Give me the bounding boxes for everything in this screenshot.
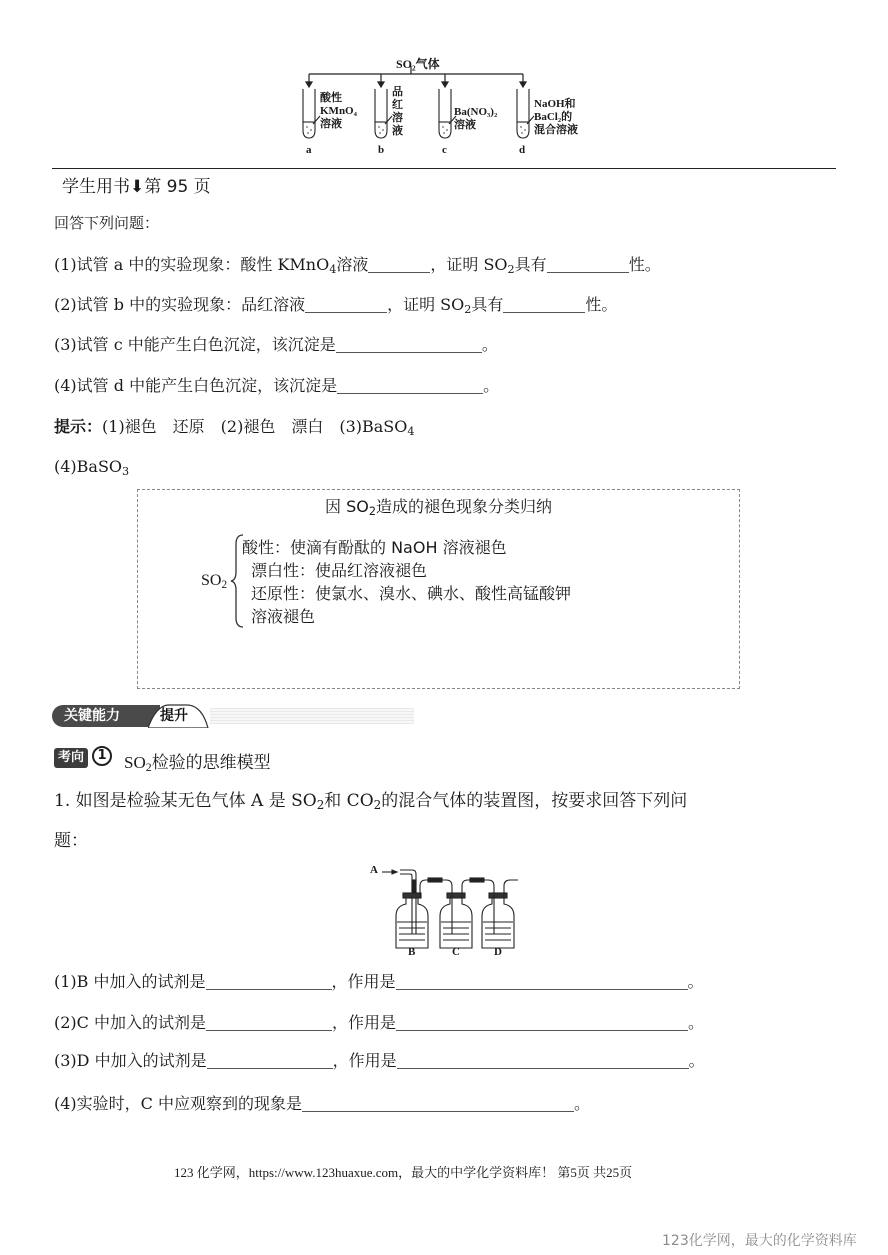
tube-d-label-line: NaOH和 — [534, 98, 576, 110]
answer-blank[interactable] — [305, 294, 387, 313]
problem-1-line-2: 题： — [54, 831, 88, 851]
tube-c-label-line: 溶液 — [454, 119, 476, 131]
question-text: 。 — [688, 1013, 705, 1032]
inlet-label: A — [370, 864, 378, 876]
subscript: 2 — [507, 262, 515, 276]
subscript: 2 — [221, 578, 228, 591]
tube-c-label — [454, 106, 497, 132]
banner-dark-label: 关键能力 — [52, 705, 160, 727]
test-tube-diagram — [296, 52, 596, 160]
question-text: (3)D 中加入的试剂是 — [54, 1051, 207, 1070]
answer-blank[interactable] — [302, 1093, 574, 1112]
question-d — [54, 1050, 705, 1072]
subscript: 4 — [407, 424, 415, 438]
problem-text: 和 CO — [324, 791, 374, 811]
question-text: ，证明 SO — [387, 295, 465, 314]
subscript: 2 — [373, 797, 382, 812]
subscript: 3 — [122, 464, 130, 478]
question-text: (3)试管 c 中能产生白色沉淀，该沉淀是 — [54, 335, 336, 354]
kaoxiang-badge: 考向 — [54, 748, 88, 768]
question-text: 。 — [483, 376, 500, 395]
gas-washing-bottle-diagram — [368, 862, 518, 958]
question-text: 具有 — [471, 295, 504, 314]
kaoxiang-title — [124, 748, 271, 773]
question-2 — [54, 294, 617, 316]
book-page-reference: 学生用书⬇第 95 页 — [62, 177, 211, 197]
tube-c-label-line: Ba(NO₃)₂ — [454, 106, 498, 118]
answer-blank[interactable] — [368, 254, 430, 273]
gas-label: SO₂气体 — [396, 57, 440, 71]
question-text: (1)B 中加入的试剂是 — [54, 972, 206, 991]
question-text: 性。 — [585, 295, 618, 314]
page-footer: 123 化学网，https://www.123huaxue.com，最大的中学化学资料库！ 第5页 共25页 — [174, 1165, 633, 1180]
banner-light-label: 提升 — [160, 708, 188, 724]
question-4 — [54, 375, 499, 397]
question-text: (1)试管 a 中的实验现象：酸性 KMnO — [54, 255, 330, 274]
tube-b-label-line: 溶 — [392, 112, 403, 124]
question-1 — [54, 254, 661, 276]
problem-text: 1. 如图是检验某无色气体 A 是 SO — [54, 791, 317, 811]
subscript: 2 — [145, 759, 152, 774]
question-text: (2)试管 b 中的实验现象：品红溶液 — [54, 295, 306, 314]
answer-blank[interactable] — [207, 1050, 333, 1069]
summary-title — [138, 494, 739, 517]
question-text: ，作用是 — [331, 972, 396, 991]
question-text: (2)C 中加入的试剂是 — [54, 1013, 206, 1032]
kaoxiang-title-text: 检验的思维模型 — [151, 753, 271, 773]
question-text: ，作用是 — [332, 1051, 397, 1070]
hint-text: (4)BaSO — [54, 457, 123, 476]
tube-a-label — [320, 92, 357, 131]
hint-text: (1)褪色 还原 (2)褪色 漂白 (3)BaSO — [102, 417, 408, 436]
subscript: 2 — [464, 302, 472, 316]
tube-a-label-line: KMnO₄ — [320, 105, 357, 117]
tube-d-label-line: 混合溶液 — [534, 124, 578, 136]
answer-blank[interactable] — [396, 1012, 688, 1031]
answer-blank[interactable] — [337, 375, 483, 394]
tube-c-letter: c — [442, 144, 447, 156]
tube-b-letter: b — [378, 144, 385, 156]
tube-b-label — [392, 86, 403, 138]
question-text: 。 — [688, 1051, 705, 1070]
summary-title-text: 因 SO — [325, 497, 369, 516]
hint-line-2 — [54, 456, 129, 478]
bottle-c-label: C — [452, 946, 460, 958]
kaoxiang-number: 1 — [92, 746, 112, 766]
problem-text: 的混合气体的装置图，按要求回答下列问 — [381, 791, 688, 811]
question-text: 。 — [481, 335, 498, 354]
hint-line-1 — [54, 416, 415, 438]
summary-item-acidic: 酸性：使滴有酚酞的 NaOH 溶液褪色 — [242, 538, 507, 557]
answer-blank[interactable] — [396, 971, 688, 990]
question-text: 性。 — [628, 255, 661, 274]
summary-item-reducing: 还原性：使氯水、溴水、碘水、酸性高锰酸钾 — [251, 584, 572, 603]
intro-text: 回答下列问题： — [54, 214, 160, 232]
tube-d-label — [534, 98, 578, 137]
subscript: 4 — [329, 262, 337, 276]
question-text: ，证明 SO — [430, 255, 508, 274]
question-text: 。 — [574, 1094, 591, 1113]
question-b — [54, 971, 704, 993]
bottle-b-label: B — [408, 946, 416, 958]
answer-blank[interactable] — [397, 1050, 689, 1069]
divider-line — [52, 168, 836, 169]
tube-a-letter: a — [306, 144, 312, 156]
answer-blank[interactable] — [206, 971, 332, 990]
problem-1-line-1 — [54, 790, 687, 812]
subscript: 2 — [316, 797, 325, 812]
bottle-apparatus-drawing — [368, 862, 518, 958]
question-c — [54, 1012, 704, 1034]
tube-a-label-line: 酸性 — [320, 92, 342, 104]
answer-blank[interactable] — [336, 334, 482, 353]
bottle-d-label: D — [494, 946, 502, 958]
question-3 — [54, 334, 498, 356]
summary-subject — [201, 572, 227, 590]
tube-b-label-line: 品 — [392, 86, 403, 98]
watermark: 123化学网，最大的化学资料库 — [662, 1233, 857, 1249]
question-text: ，作用是 — [332, 1013, 397, 1032]
answer-blank[interactable] — [503, 294, 585, 313]
banner-stripes — [210, 708, 414, 724]
hint-title: 提示： — [54, 417, 103, 436]
question-text: (4)试管 d 中能产生白色沉淀，该沉淀是 — [54, 376, 338, 395]
summary-item-bleaching: 漂白性：使品红溶液褪色 — [251, 561, 428, 580]
tube-b-label-line: 红 — [392, 99, 403, 111]
tube-d-letter: d — [519, 144, 526, 156]
question-text: 具有 — [514, 255, 547, 274]
summary-subject-text: SO — [201, 572, 222, 589]
tube-b-label-line: 液 — [392, 125, 403, 137]
tube-d-label-line: BaCl₂的 — [534, 111, 573, 123]
tube-a-label-line: 溶液 — [320, 118, 342, 130]
summary-item-reducing-cont: 溶液褪色 — [251, 607, 316, 626]
key-ability-banner — [52, 704, 414, 728]
summary-box — [137, 489, 740, 689]
question-text: (4)实验时，C 中应观察到的现象是 — [54, 1094, 302, 1113]
kaoxiang-title-text: SO — [124, 753, 146, 772]
question-text: 。 — [687, 972, 704, 991]
summary-title-text: 造成的褪色现象分类归纳 — [375, 497, 552, 516]
question-phenomenon — [54, 1093, 590, 1115]
answer-blank[interactable] — [547, 254, 629, 273]
question-text: 溶液 — [336, 255, 369, 274]
subscript: 2 — [368, 504, 376, 518]
answer-blank[interactable] — [206, 1012, 332, 1031]
